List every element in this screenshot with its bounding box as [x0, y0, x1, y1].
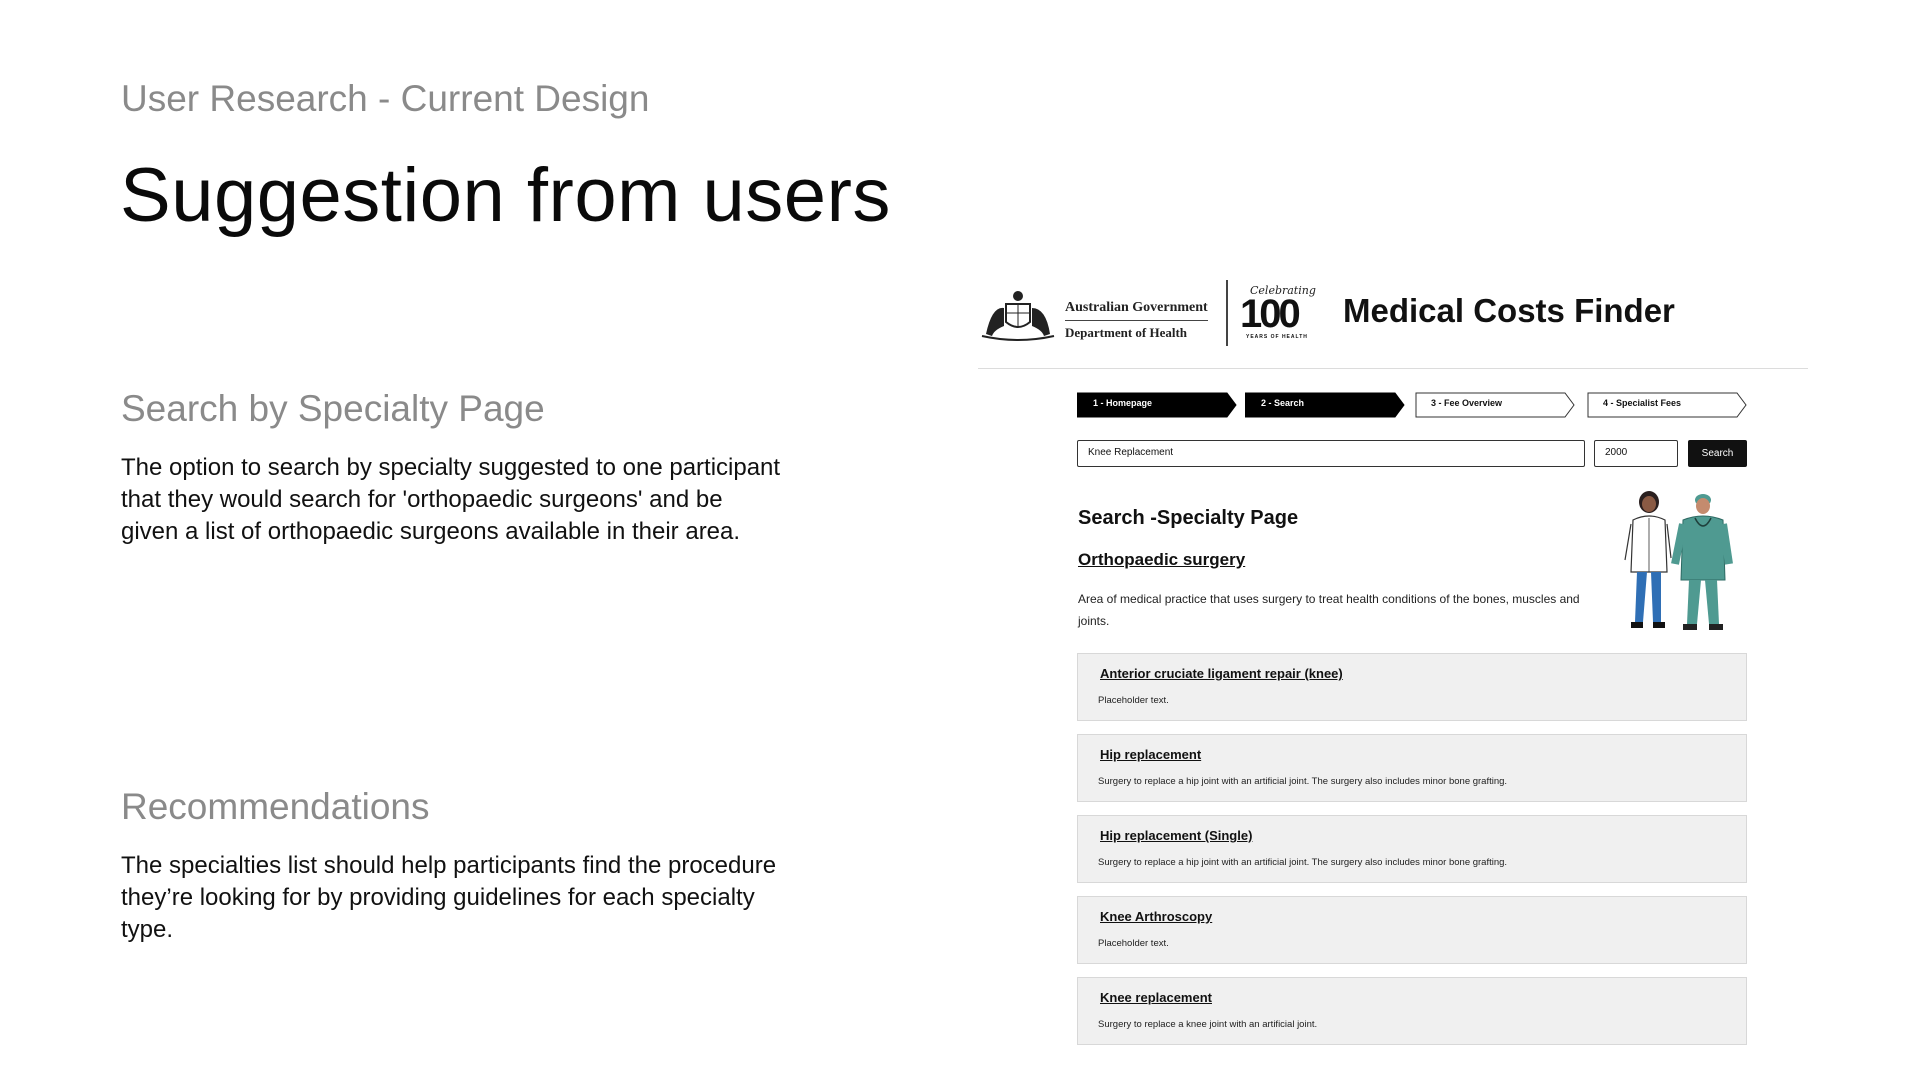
government-wordmark — [1065, 300, 1208, 341]
specialty-description: Area of medical practice that uses surgery to treat health conditions of the bones, muscles and joints. — [1078, 592, 1580, 628]
procedure-card[interactable] — [1077, 896, 1747, 964]
procedure-search-input[interactable]: Knee Replacement — [1077, 440, 1585, 467]
postcode-input[interactable]: 2000 — [1594, 440, 1678, 467]
procedure-card[interactable] — [1077, 977, 1747, 1045]
procedure-description: Surgery to replace a hip joint with an artificial joint. The surgery also includes minor bone grafting. — [1098, 857, 1508, 868]
procedure-description: Surgery to replace a knee joint with an artificial joint. — [1098, 1019, 1318, 1030]
procedure-description: Placeholder text. — [1098, 938, 1169, 949]
gov-name: Australian Government — [1065, 300, 1208, 321]
doctor-male-figure — [1675, 494, 1729, 630]
doctors-illustration — [1617, 490, 1737, 632]
procedure-title-link[interactable]: Anterior cruciate ligament repair (knee) — [1100, 666, 1343, 681]
procedure-card[interactable] — [1077, 815, 1747, 883]
mockup-header — [978, 276, 1808, 369]
search-button[interactable]: Search — [1688, 440, 1747, 467]
slide-title: Suggestion from users — [120, 153, 891, 238]
step-homepage[interactable]: 1 - Homepage — [1077, 392, 1237, 418]
logo-small-text: YEARS OF HEALTH — [1246, 334, 1308, 340]
procedure-card[interactable] — [1077, 653, 1747, 721]
step-search[interactable]: 2 - Search — [1245, 392, 1405, 418]
header-divider — [1226, 280, 1228, 346]
page-heading: Search -Specialty Page — [1078, 507, 1299, 529]
centenary-logo — [1240, 284, 1316, 342]
slide-eyebrow: User Research - Current Design — [121, 78, 650, 119]
coat-of-arms-icon — [978, 286, 1058, 342]
step-fee-overview[interactable]: 3 - Fee Overview — [1415, 392, 1575, 418]
procedure-title-link[interactable]: Hip replacement — [1100, 747, 1202, 762]
specialty-link[interactable]: Orthopaedic surgery — [1078, 550, 1246, 569]
app-title: Medical Costs Finder — [1343, 292, 1675, 329]
logo-script-text: Celebrating — [1250, 284, 1316, 297]
logo-100-text: 100 — [1240, 292, 1298, 336]
section-body-recommendations: The specialties list should help participants find the procedure they’re looking for by providing guidelines for each specialty type. — [121, 852, 777, 943]
procedure-description: Surgery to replace a hip joint with an artificial joint. The surgery also includes minor bone grafting. — [1098, 776, 1508, 787]
procedure-title-link[interactable]: Knee replacement — [1100, 990, 1212, 1005]
step-specialist-fees[interactable]: 4 - Specialist Fees — [1587, 392, 1747, 418]
section-heading-search-by-specialty: Search by Specialty Page — [121, 388, 545, 429]
department-name: Department of Health — [1065, 325, 1188, 340]
procedure-description: Placeholder text. — [1098, 695, 1169, 706]
progress-steps — [1077, 392, 1753, 418]
procedure-title-link[interactable]: Knee Arthroscopy — [1100, 909, 1213, 924]
procedure-card[interactable] — [1077, 734, 1747, 802]
doctor-female-figure — [1625, 491, 1671, 628]
section-body-search-by-specialty: The option to search by specialty suggested to one participant that they would search for 'orthopaedic surgeons' and be given a list of orthopaedic surgeons available in their area. — [121, 454, 781, 545]
section-heading-recommendations: Recommendations — [121, 786, 430, 827]
procedure-title-link[interactable]: Hip replacement (Single) — [1100, 828, 1253, 843]
